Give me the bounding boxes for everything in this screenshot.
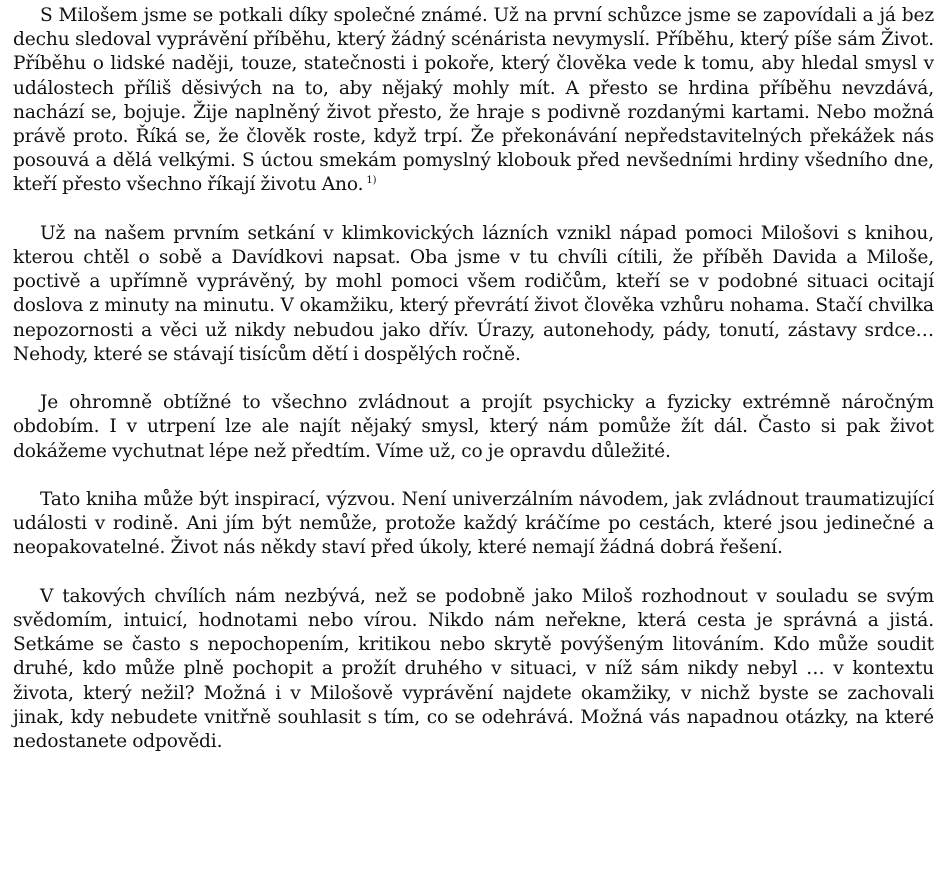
paragraph-2: Už na našem prvním setkání v klimkovických lázních vznikl nápad pomoci Milošovi s knihou, kterou chtěl o sobě a Davídkovi napsat. Oba jsme v tu chvíli cítili, že příběh Davida a Miloše, poctivě a upřímně vyprávěný, by mohl pomoci všem rodičům, kteří se v podobné situaci ocitají doslova z minuty na minutu. V okamžiku, který převrátí život člověka vzhůru nohama. Stačí chvilka nepozornosti a věci už nikdy nebudou jako dřív. Úrazy, autonehody, pády, tonutí, zástavy srdce… Nehody, které se stávají tisícům dětí i dospělých ročně. <box>13 222 934 365</box>
paragraph-4: Tato kniha může být inspirací, výzvou. Není univerzálním návodem, jak zvládnout traumatizující události v rodině. Ani jím být nemůže, protože každý kráčíme po cestách, které jsou jedinečné a neopakovatelné. Život nás někdy staví před úkoly, které nemají žádná dobrá řešení. <box>13 489 934 559</box>
paragraph-5: V takových chvílích nám nezbývá, než se podobně jako Miloš rozhodnout v souladu se svým svědomím, intuicí, hodnotami nebo vírou. Nikdo nám neřekne, která cesta je správná a jistá. Setkáme se často s nepochopením, kritikou nebo skrytě povýšeným litováním. Kdo může soudit druhé, kdo může plně pochopit a prožít druhého v situaci, v níž sám nikdy nebyl … v kontextu života, který nežil? Možná i v Milošově vyprávění najdete okamžiky, v nichž byste se zachovali jinak, kdy nebudete vnitřně souhlasit s tím, co se odehrává. Možná vás napadnou otázky, na které nedostanete odpovědi. <box>13 585 934 753</box>
paragraph-1 <box>13 4 934 198</box>
paragraph-3: Je ohromně obtížné to všechno zvládnout a projít psychicky a fyzicky extrémně náročným obdobím. I v utrpení lze ale najít nějaký smysl, který nám pomůže žít dál. Často si pak život dokážeme vychutnat lépe než předtím. Víme už, co je opravdu důležité. <box>13 392 934 462</box>
paragraph-1-text: S Milošem jsme se potkali díky společné známé. Už na první schůzce jsme se zapovídali a já bez dechu sledoval vyprávění příběhu, který žádný scénárista nevymyslí. Příběhu, který píše sám Život. Příběhu o lidské naději, touze, statečnosti i pokoře, který člověka vede k tomu, aby hledal smysl v událostech příliš děsivých na to, aby nějaký mohly mít. A přesto se hrdina příběhu nevzdává, nachází se, bojuje. Žije naplněný život přesto, že hraje s podivně rozdanými kartami. Nebo možná právě proto. Říká se, že člověk roste, když trpí. Že překonávání nepředstavitelných překážek nás posouvá a dělá velkými. S úctou smekám pomyslný klobouk před nevšedními hrdiny všedního dne, kteří přesto všechno říkají životu Ano. <box>13 5 934 196</box>
footnote-marker: 1) <box>366 175 377 187</box>
